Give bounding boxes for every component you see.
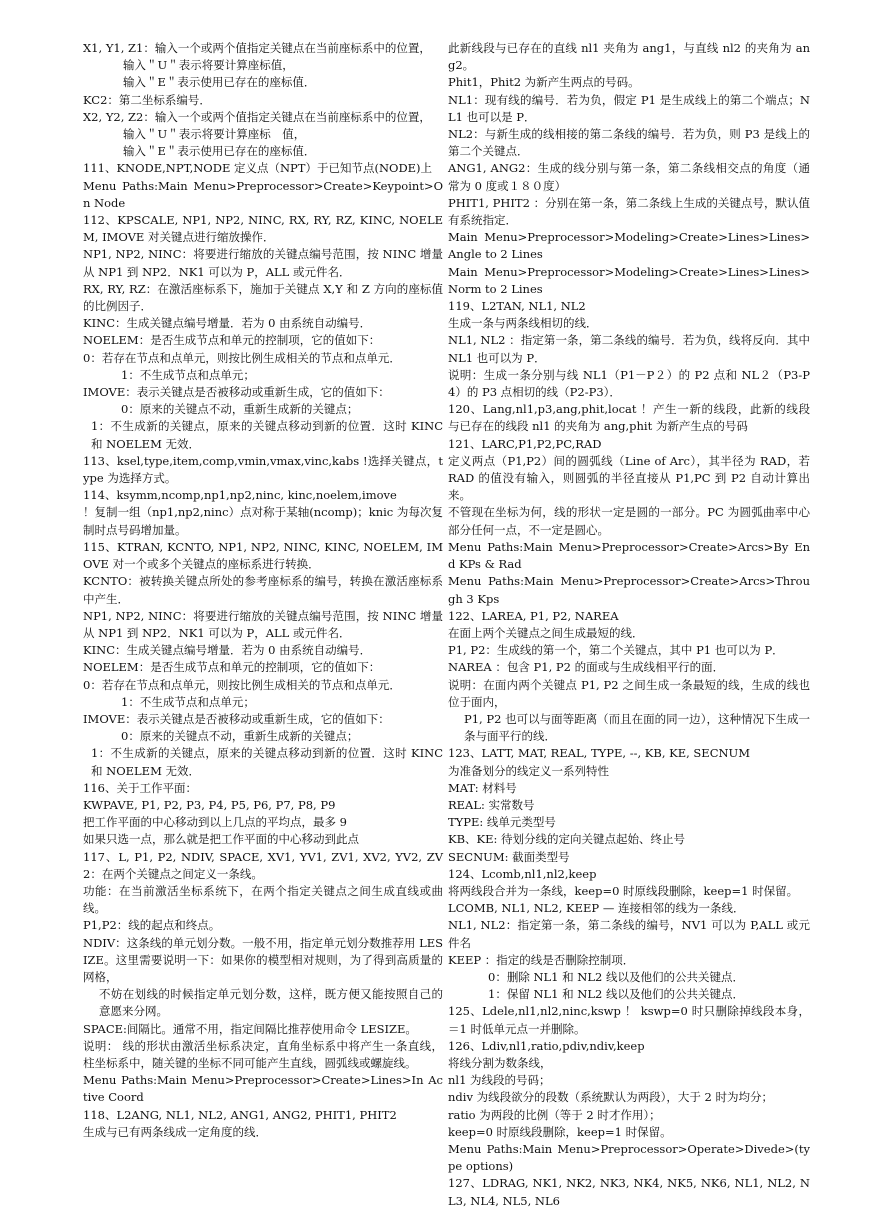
- text-line: KWPAVE, P1, P2, P3, P4, P5, P6, P7, P8, P9: [83, 797, 336, 812]
- text-line: ratio 为两段的比例（等于 2 时才作用）；: [448, 1107, 661, 1122]
- text-line: 生成一条与两条线相切的线．: [448, 316, 598, 331]
- text-line: 在面上两个关键点之间生成最短的线．: [448, 625, 644, 640]
- text-line: 116、关于工作平面：: [83, 780, 197, 795]
- text-line: 说明：在面内两个关键点 P1, P2 之间生成一条最短的线，生成的线也位于面内，: [448, 677, 810, 709]
- text-line: 0：原来的关键点不动，重新生成新的关键点；: [121, 402, 359, 417]
- text-line: 126、Ldiv,nl1,ratio,pdiv,ndiv,keep: [448, 1038, 645, 1053]
- text-line: 如果只选一点，那么就是把工作平面的中心移动到此点: [83, 832, 359, 847]
- text-line: 不管现在坐标为何，线的形状一定是圆的一部分。PC 为圆弧曲率中心部分任何一点，不一定是圆心。: [448, 505, 810, 537]
- text-line: 118、L2ANG, NL1, NL2, ANG1, ANG2, PHIT1, PHIT2: [83, 1107, 397, 1122]
- text-line: 0：若存在节点和点单元，则按比例生成相关的节点和点单元．: [83, 350, 401, 365]
- text-line: 把工作平面的中心移动到以上几点的平均点，最多 9: [83, 815, 347, 830]
- text-line: 114、ksymm,ncomp,np1,np2,ninc, kinc,noelem,imove: [83, 488, 397, 503]
- text-line: 0：若存在节点和点单元，则按比例生成相关的节点和点单元．: [83, 677, 401, 692]
- text-line: 1：不生成节点和点单元；: [121, 367, 255, 382]
- text-line: X2, Y2, Z2：输入一个或两个值指定关键点在当前座标系中的位置，: [83, 109, 431, 124]
- left-text-column: [83, 40, 443, 1141]
- text-line: PHIT1, PHIT2 ：分别在第一条，第二条线上生成的关键点号，默认值有系统指定．: [448, 195, 810, 228]
- text-line: 为准备划分的线定义一系列特性: [448, 763, 609, 778]
- text-line: 113、ksel,type,item,comp,vmin,vmax,vinc,kabs !选择关键点，type 为选择方式。: [83, 453, 443, 486]
- text-line: 输入＂E＂表示使用已存在的座标值．: [123, 75, 316, 90]
- text-line: 说明： 线的形状由激活坐标系决定，直角坐标系中将产生一条直线，柱坐标系中，随关键的坐标不同可能产生直线，圆弧线或螺旋线。: [83, 1038, 443, 1070]
- text-line: X1, Y1, Z1：输入一个或两个值指定关键点在当前座标系中的位置，: [83, 41, 431, 55]
- text-line: 117、L, P1, P2, NDIV, SPACE, XV1, YV1, ZV1, XV2, YV2, ZV2：在两个关键点之间定义一条线。: [83, 849, 443, 881]
- text-line: 119、L2TAN, NL1, NL2: [448, 299, 586, 314]
- text-line: 124、Lcomb,nl1,nl2,keep: [448, 866, 597, 881]
- text-line: Menu Paths:Main Menu>Preprocessor>Create>Keypoint>On Node: [83, 178, 443, 210]
- text-line: 定义两点（P1,P2）间的圆弧线（Line of Arc），其半径为 RAD，若 RAD 的值没有输入，则圆弧的半径直接从 P1,PC 到 P2 自动计算出来。: [448, 453, 810, 503]
- text-line: KEEP ：指定的线是否删除控制项．: [448, 952, 635, 967]
- text-line: P1,P2：线的起点和终点。: [83, 918, 221, 933]
- text-line: 1：保留 NL1 和 NL2 线以及他们的公共关键点．: [488, 987, 744, 1002]
- text-line: nl1 为线段的号码；: [448, 1073, 551, 1088]
- text-line: Menu Paths:Main Menu>Preprocessor>Operate>Divede>(type options): [448, 1142, 810, 1174]
- text-line: keep=0 时原线段删除，keep=1 时保留。: [448, 1124, 672, 1139]
- text-line: NP1, NP2, NINC：将要进行缩放的关键点编号范围，按 NINC 增量从 NP1 到 NP2．NK1 可以为 P，ALL 或元件名．: [83, 247, 443, 279]
- text-line: NOELEM：是否生成节点和单元的控制项，它的值如下：: [83, 333, 381, 348]
- text-line: SECNUM: 截面类型号: [448, 849, 570, 864]
- text-line: 1：不生成新的关键点，原来的关键点移动到新的位置．这时 KINC 和 NOELEM 无效．: [91, 419, 443, 451]
- text-line: 输入＂U＂表示将要计算座标 值，: [123, 127, 306, 142]
- text-line: 1：不生成新的关键点，原来的关键点移动到新的位置．这时 KINC 和 NOELEM 无效．: [91, 746, 443, 778]
- text-line: KINC：生成关键点编号增量．若为 0 由系统自动编号．: [83, 643, 372, 658]
- text-line: NP1, NP2, NINC：将要进行缩放的关键点编号范围，按 NINC 增量从 NP1 到 NP2．NK1 可以为 P，ALL 或元件名．: [83, 608, 443, 640]
- text-line: P1, P2：生成线的第一个，第二个关键点，其中 P1 也可以为 P．: [448, 643, 784, 658]
- text-line: IMOVE：表示关键点是否被移动或重新生成，它的值如下：: [83, 711, 390, 726]
- text-line: NL1：现有线的编号．若为负，假定 P1 是生成线上的第二个端点；NL1 也可以是 P．: [448, 92, 810, 124]
- text-line: 111、KNODE,NPT,NODE 定义点（NPT）于已知节点(NODE)上: [83, 161, 433, 176]
- text-line: RX, RY, RZ：在激活座标系下，施加于关键点 X,Y 和 Z 方向的座标值的比例因子．: [83, 281, 443, 314]
- text-line: 115、KTRAN, KCNTO, NP1, NP2, NINC, KINC, NOELEM, IMOVE 对一个或多个关键点的座标系进行转换．: [83, 539, 443, 572]
- text-line: NOELEM：是否生成节点和单元的控制项，它的值如下：: [83, 660, 381, 675]
- text-line: ndiv 为线段欲分的段数（系统默认为两段），大于 2 时为均分；: [448, 1090, 773, 1105]
- text-line: NL2：与新生成的线相接的第二条线的编号．若为负，则 P3 是线上的第二个关键点．: [448, 127, 810, 159]
- text-line: P1, P2 也可以与面等距离（而且在面的同一边），这种情况下生成一条与面平行的线．: [464, 711, 810, 744]
- text-line: NL1, NL2：指定第一条，第二条线的编号，NV1 可以为 P,ALL 或元件名: [448, 918, 810, 950]
- text-line: TYPE: 线单元类型号: [448, 815, 556, 830]
- text-line: Main Menu>Preprocessor>Modeling>Create>Lines>Lines>Norm to 2 Lines: [448, 264, 810, 296]
- text-line: 122、LAREA, P1, P2, NAREA: [448, 608, 619, 623]
- text-line: 功能：在当前激活坐标系统下，在两个指定关键点之间生成直线或曲线。: [83, 883, 443, 916]
- text-line: KINC：生成关键点编号增量．若为 0 由系统自动编号．: [83, 316, 372, 331]
- text-line: Phit1，Phit2 为新产生两点的号码。: [448, 75, 640, 90]
- text-line: Menu Paths:Main Menu>Preprocessor>Create>Arcs>Through 3 Kps: [448, 574, 810, 606]
- text-line: LCOMB, NL1, NL2, KEEP — 连接相邻的线为一条线．: [448, 901, 745, 916]
- text-line: Main Menu>Preprocessor>Modeling>Create>Lines>Lines>Angle to 2 Lines: [448, 230, 810, 262]
- text-line: 输入＂E＂表示使用已存在的座标值．: [123, 144, 316, 159]
- text-line: 生成与已有两条线成一定角度的线．: [83, 1124, 267, 1139]
- text-line: 不妨在划线的时候指定单元划分数，这样，既方便又能按照自己的意愿来分网。: [99, 987, 443, 1019]
- text-line: 输入＂U＂表示将要计算座标值，: [123, 58, 294, 73]
- text-line: MAT: 材料号: [448, 780, 517, 795]
- text-line: NL1, NL2 ：指定第一条，第二条线的编号．若为负，线将反向．其中 NL1 也可以为 P．: [448, 333, 810, 365]
- text-line: 将线分割为数条线，: [448, 1055, 552, 1070]
- right-text-column: [448, 40, 810, 1210]
- text-line: 112、KPSCALE, NP1, NP2, NINC, RX, RY, RZ, KINC, NOELEM, IMOVE 对关键点进行缩放操作．: [83, 213, 443, 245]
- text-line: 此新线段与已存在的直线 nl1 夹角为 ang1，与直线 nl2 的夹角为 ang2。: [448, 41, 810, 73]
- text-line: REAL: 实常数号: [448, 797, 535, 812]
- text-line: KC2：第二坐标系编号．: [83, 92, 211, 107]
- text-line: Menu Paths:Main Menu>Preprocessor>Create>Arcs>By End KPs & Rad: [448, 539, 810, 572]
- text-line: 121、LARC,P1,P2,PC,RAD: [448, 436, 602, 451]
- text-line: ！复制一组（np1,np2,ninc）点对称于某轴(ncomp)；knic 为每次复制时点号码增加量。: [83, 505, 443, 537]
- text-line: NDIV：这条线的单元划分数。一般不用，指定单元划分数推荐用 LESIZE。这里需要说明一下：如果你的模型相对规则，为了得到高质量的网格，: [83, 935, 443, 984]
- text-line: 说明：生成一条分别与线 NL1（P1－P２）的 P2 点和 NL２（P3-P4）的 P3 点相切的线（P2-P3）．: [448, 367, 810, 400]
- text-line: SPACE:间隔比。通常不用，指定间隔比推荐使用命令 LESIZE。: [83, 1021, 417, 1036]
- text-line: NAREA ：包含 P1, P2 的面或与生成线相平行的面．: [448, 660, 725, 675]
- text-line: 125、Ldele,nl1,nl2,ninc,kswp ！ kswp=0 时只删除掉线段本身，＝1 时低单元点一并删除。: [448, 1004, 810, 1036]
- text-line: IMOVE：表示关键点是否被移动或重新生成，它的值如下：: [83, 385, 390, 400]
- text-line: KB、KE: 待划分线的定向关键点起始、终止号: [448, 832, 686, 847]
- text-line: 0：原来的关键点不动，重新生成新的关键点；: [121, 729, 359, 744]
- text-line: 1：不生成节点和点单元；: [121, 694, 255, 709]
- text-line: Menu Paths:Main Menu>Preprocessor>Create>Lines>In Active Coord: [83, 1073, 443, 1105]
- text-line: ANG1, ANG2：生成的线分别与第一条，第二条线相交点的角度（通常为 0 度或１８０度）: [448, 161, 810, 193]
- text-line: 123、LATT, MAT, REAL, TYPE, --, KB, KE, SECNUM: [448, 746, 751, 761]
- text-line: 120、Lang,nl1,p3,ang,phit,locat ！产生一新的线段，此新的线段与已存在的线段 nl1 的夹角为 ang,phit 为新产生点的号码: [448, 402, 810, 434]
- text-line: 127、LDRAG, NK1, NK2, NK3, NK4, NK5, NK6, NL1, NL2, NL3, NL4, NL5, NL6: [448, 1176, 810, 1208]
- text-line: KCNTO：被转换关键点所处的参考座标系的编号，转换在激活座标系中产生．: [83, 574, 443, 606]
- text-line: 0：删除 NL1 和 NL2 线以及他们的公共关键点．: [488, 969, 744, 984]
- text-line: 将两线段合并为一条线，keep=0 时原线段删除，keep=1 时保留。: [448, 883, 799, 898]
